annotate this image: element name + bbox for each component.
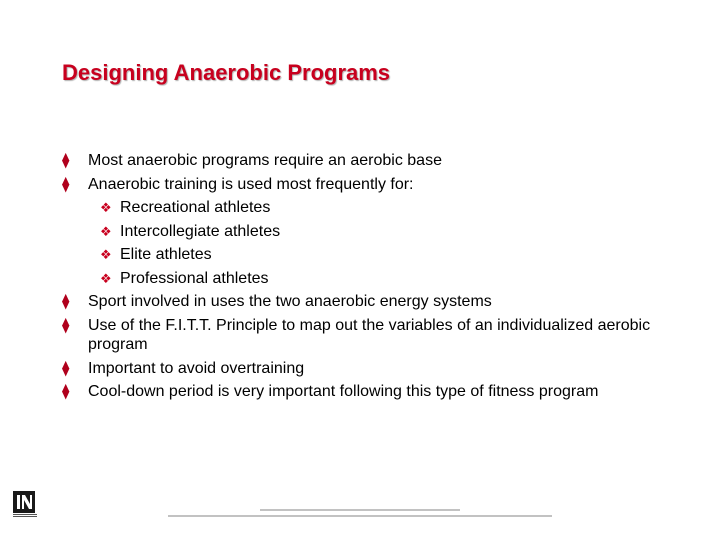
list-item-text: Sport involved in uses the two anaerobic energy systems [88, 293, 492, 310]
list-item-text: Recreational athletes [120, 199, 271, 216]
ornament-bullet-icon: ❖ [100, 270, 112, 286]
list-item-text: Cool-down period is very important following this type of fitness program [88, 383, 599, 400]
copyright-footer [160, 507, 560, 521]
list-item-text: Important to avoid overtraining [88, 359, 305, 377]
list-item [62, 222, 662, 242]
list-item [62, 175, 662, 195]
list-item-text: Elite athletes [120, 246, 212, 263]
list-item-text: Anaerobic training is used most frequently for: [88, 175, 414, 193]
diamond-bullet-icon: ⧫ [62, 359, 70, 377]
diamond-bullet-icon: ⧫ [62, 316, 70, 334]
list-item [62, 245, 662, 265]
list-item [62, 151, 662, 171]
diamond-bullet-icon: ⧫ [62, 293, 70, 310]
ornament-bullet-icon: ❖ [100, 247, 112, 262]
list-item-text: Professional athletes [120, 269, 269, 287]
diamond-bullet-icon: ⧫ [62, 152, 70, 169]
diamond-bullet-icon: ⧫ [62, 383, 70, 400]
ornament-bullet-icon: ❖ [100, 200, 112, 215]
list-item [62, 359, 662, 379]
list-item [62, 269, 662, 289]
slide-title: Designing Anaerobic Programs [62, 60, 391, 85]
list-item [62, 316, 662, 355]
list-item-text: Use of the F.I.T.T. Principle to map out the variables of an individualized aerobic program [88, 316, 651, 353]
diamond-bullet-icon: ⧫ [62, 175, 70, 193]
list-item [62, 292, 662, 312]
list-item-text: Intercollegiate athletes [120, 222, 281, 240]
list-item [62, 382, 662, 402]
list-item-text: Most anaerobic programs require an aerobic base [88, 152, 442, 169]
ornament-bullet-icon: ❖ [100, 223, 112, 239]
publisher-logo-icon [13, 491, 41, 523]
list-item [62, 198, 662, 218]
bullet-list [62, 147, 662, 402]
